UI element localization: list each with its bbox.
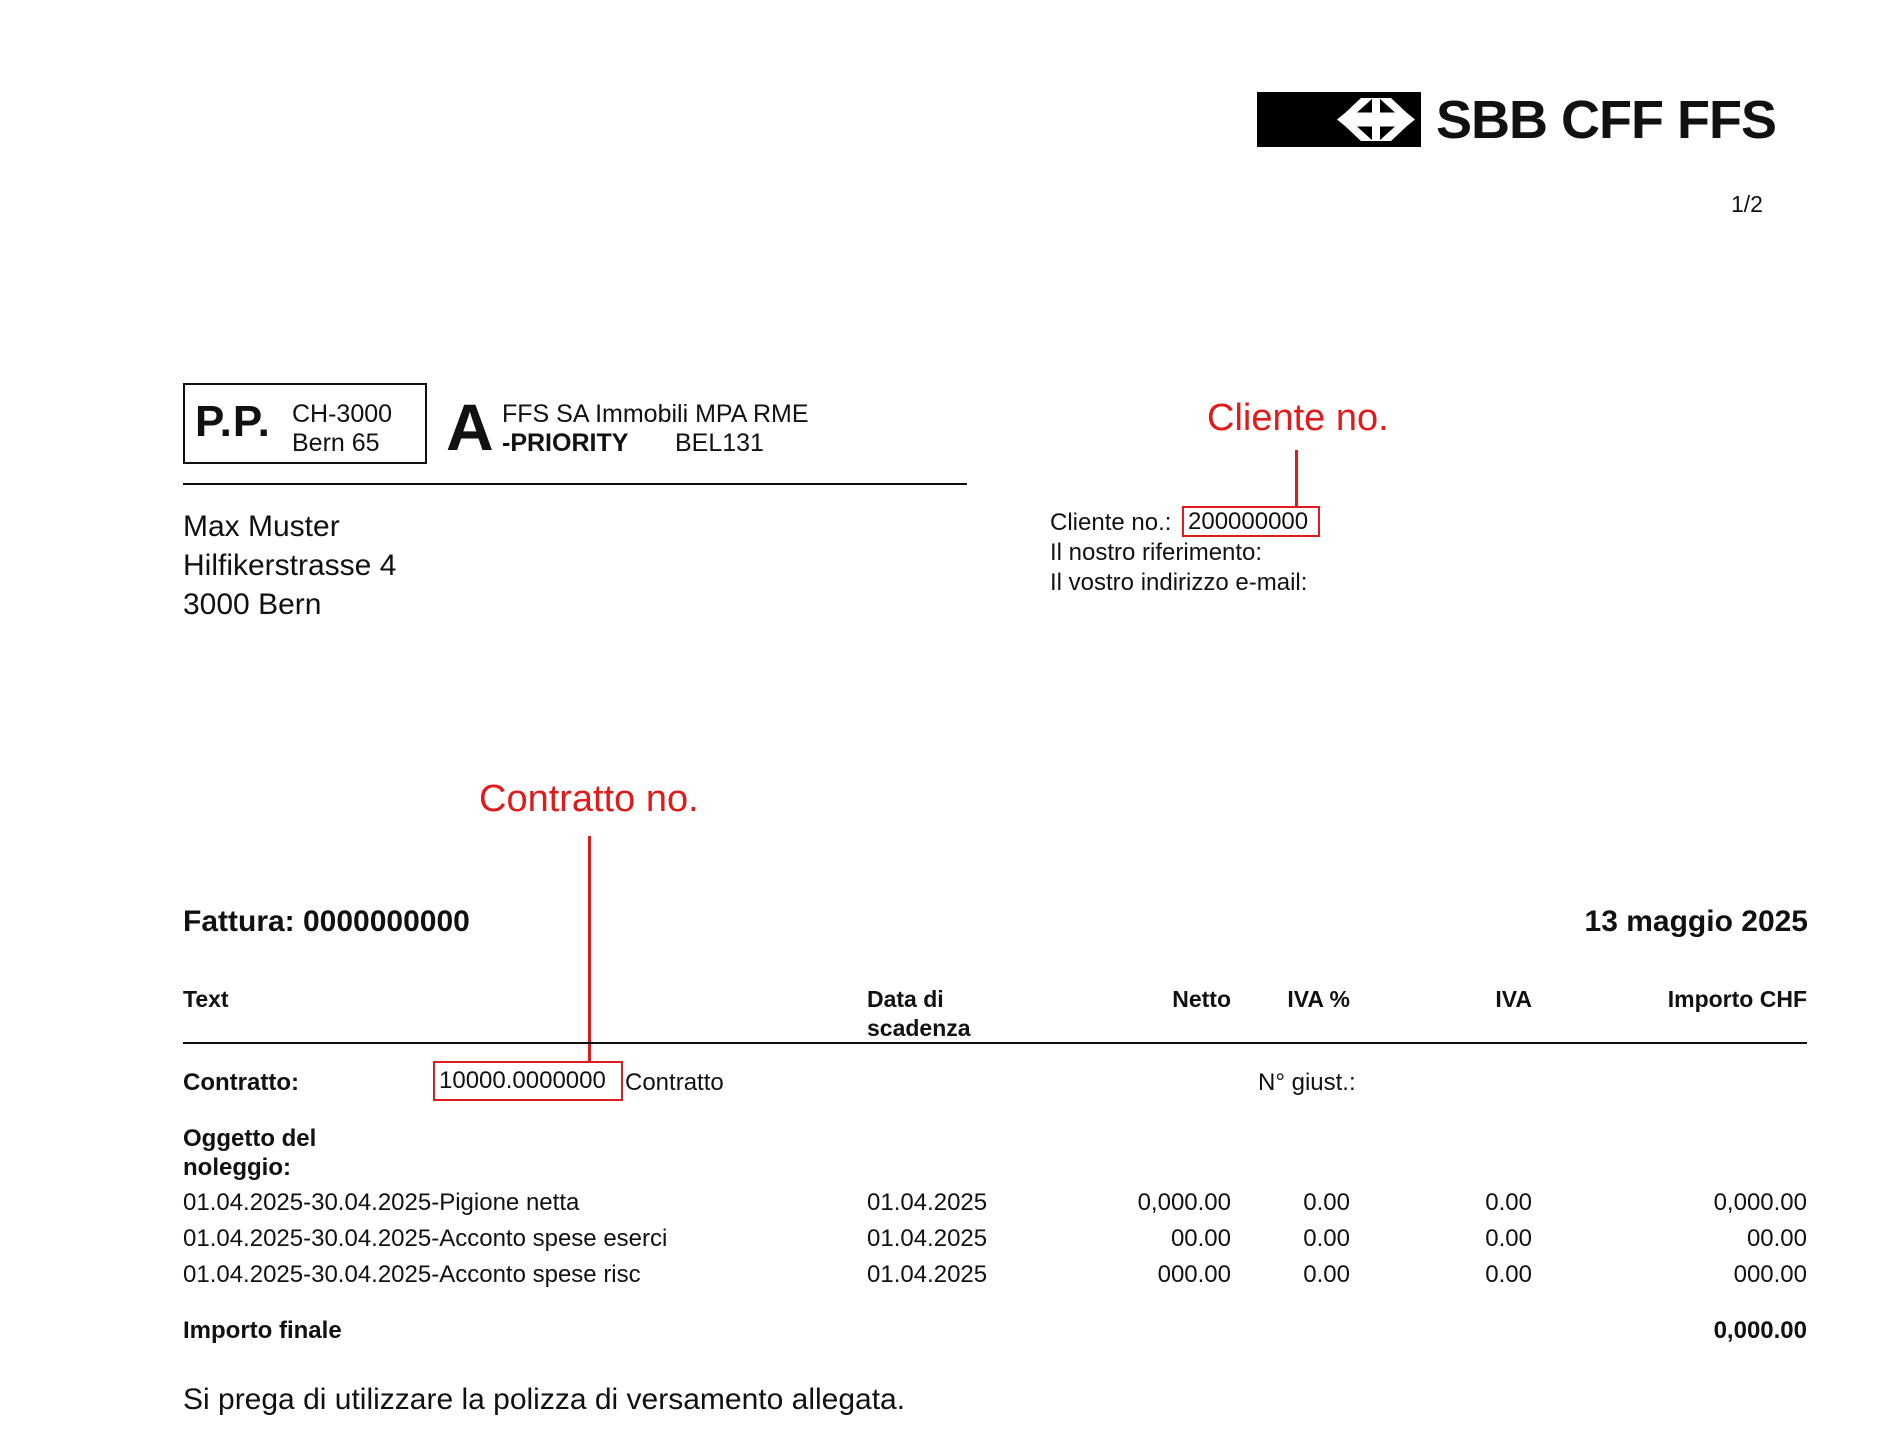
email-label: Il vostro indirizzo e-mail: (1050, 569, 1308, 596)
total-value: 0,000.00 (1713, 1317, 1807, 1344)
rental-object-label-line1: Oggetto del (183, 1125, 317, 1152)
recipient-street: Hilfikerstrasse 4 (183, 549, 397, 582)
header-vat-pct: IVA % (1287, 986, 1350, 1012)
annotation-customer-no: Cliente no. (1207, 397, 1389, 439)
row-vat: 0.00 (1485, 1225, 1532, 1252)
row-net: 00.00 (1170, 1225, 1231, 1252)
row-net: 000.00 (1157, 1261, 1231, 1288)
row-vat: 0.00 (1485, 1261, 1532, 1288)
recipient-city: 3000 Bern (183, 588, 322, 621)
header-amount: Importo CHF (1667, 986, 1807, 1012)
contract-no-value: 10000.0000000 (433, 1061, 623, 1101)
header-due-date-line1: Data di (867, 986, 944, 1012)
invoice-title: Fattura: 0000000000 (183, 905, 470, 938)
row-text: 01.04.2025-30.04.2025-Acconto spese risc (183, 1261, 641, 1288)
recipient-name: Max Muster (183, 510, 340, 543)
contract-label: Contratto: (183, 1069, 299, 1096)
annotation-contract-no: Contratto no. (479, 778, 699, 820)
sbb-logo-block (1257, 92, 1421, 147)
postage-city-line1: CH-3000 (292, 400, 393, 428)
total-label: Importo finale (183, 1317, 342, 1344)
postage-label: P.P. (195, 397, 271, 446)
row-amount: 00.00 (1746, 1225, 1807, 1252)
row-vat: 0.00 (1485, 1189, 1532, 1216)
postage-code: BEL131 (675, 429, 764, 457)
header-text: Text (183, 986, 229, 1012)
header-due-date (867, 985, 971, 1043)
postage-city-line2: Bern 65 (292, 429, 380, 457)
priority-label: -PRIORITY (502, 429, 629, 457)
page-number: 1/2 (1731, 191, 1763, 217)
row-amount: 000.00 (1733, 1261, 1807, 1288)
header-net: Netto (1172, 986, 1231, 1012)
row-vat-pct: 0.00 (1303, 1261, 1350, 1288)
payment-note: Si prega di utilizzare la polizza di versamento allegata. (183, 1383, 906, 1416)
row-vat-pct: 0.00 (1303, 1225, 1350, 1252)
row-amount: 0,000.00 (1713, 1189, 1807, 1216)
logo-text: SBB CFF FFS (1436, 90, 1776, 150)
rental-object-label-line2: noleggio: (183, 1154, 291, 1181)
row-text: 01.04.2025-30.04.2025-Pigione netta (183, 1189, 580, 1216)
sender-line: FFS SA Immobili MPA RME (502, 400, 809, 428)
address-divider (183, 483, 967, 485)
contract-suffix: Contratto (625, 1069, 724, 1096)
row-net: 0,000.00 (1137, 1189, 1231, 1216)
row-vat-pct: 0.00 (1303, 1189, 1350, 1216)
annotation-contract-no-pointer (588, 836, 591, 1061)
header-vat: IVA (1495, 986, 1532, 1012)
sbb-arrows-icon (1337, 98, 1415, 141)
annotation-customer-no-pointer (1295, 450, 1298, 506)
rental-object-label (183, 1124, 316, 1182)
mail-class-letter: A (446, 390, 494, 464)
row-due: 01.04.2025 (867, 1225, 988, 1252)
row-due: 01.04.2025 (867, 1261, 988, 1288)
row-due: 01.04.2025 (867, 1189, 988, 1216)
table-header-rule (183, 1042, 1807, 1044)
header-due-date-line2: scadenza (867, 1015, 971, 1041)
invoice-date: 13 maggio 2025 (1584, 905, 1808, 938)
customer-no-value: 200000000 (1182, 506, 1320, 537)
receipt-no-label: N° giust.: (1258, 1069, 1356, 1096)
reference-label: Il nostro riferimento: (1050, 539, 1263, 566)
customer-no-label: Cliente no.: (1050, 509, 1172, 536)
row-text: 01.04.2025-30.04.2025-Acconto spese eserci (183, 1225, 668, 1252)
